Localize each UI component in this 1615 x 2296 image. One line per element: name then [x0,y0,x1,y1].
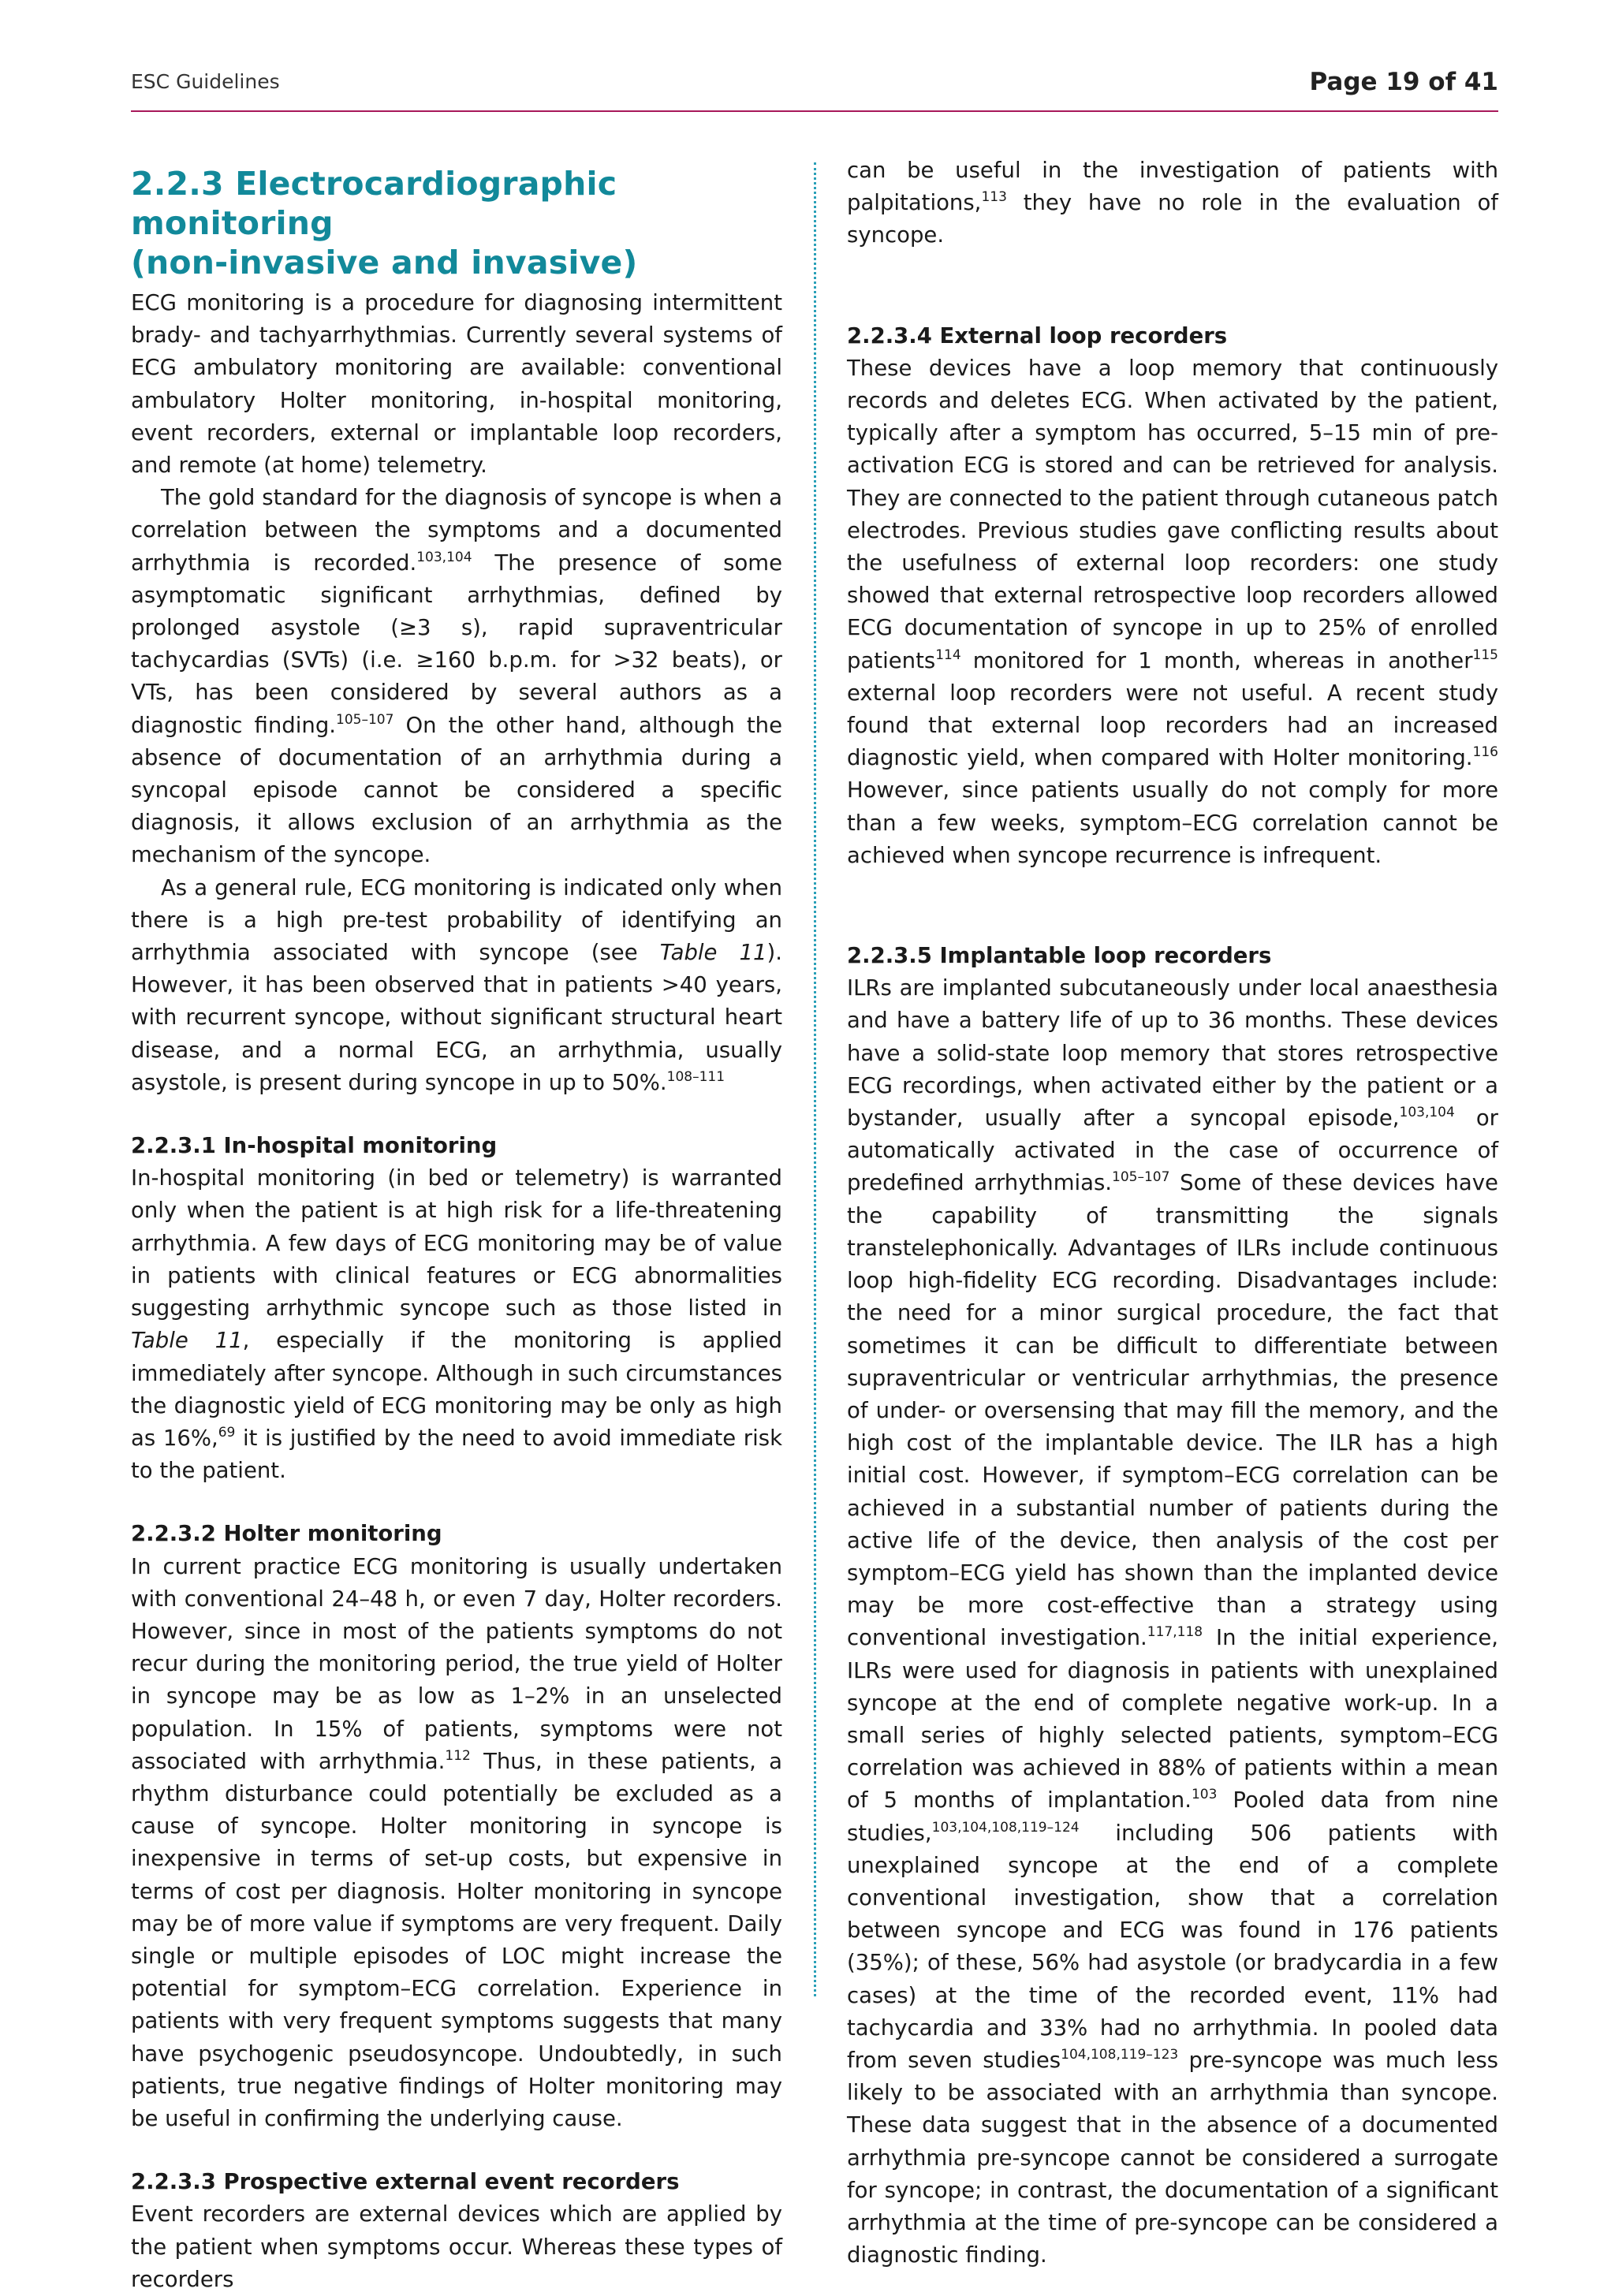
heading-external-loop-recorders: 2.2.3.4 External loop recorders [847,322,1228,348]
page-header [131,66,1498,110]
right-column [847,155,1498,2272]
header-rule [131,110,1498,112]
citation[interactable]: 105–107 [1112,1169,1170,1186]
left-column [131,155,782,2296]
section-title-line1: 2.2.3 Electrocardiographic monitoring [131,165,617,242]
citation[interactable]: 69 [218,1424,236,1441]
paragraph-holter: In current practice ECG monitoring is usually undertaken with conventional 24–48 h, or even 7 day, Holter recorders. However, since in most of the patients symptoms do not recur during the monitoring period, the true yield of Holter in syncope may be as low as 1–2% in an unselected population. In 15% of patients, symptoms were not associated with arrhythmia.$^{112}$ Thus, in these patients, a rhythm disturbance could potentially be excluded as a cause of syncope. Holter monitoring in syncope is inexpensive in terms of set-up costs, but expensive in terms of cost per diagnosis. Holter monitoring in syncope may be of more value if symptoms are very frequent. Daily single or multiple episodes of LOC might increase the potential for symptom–ECG correlation. Experience in patients with very frequent symptoms suggests that many have psychogenic pseudosyncope. Undoubtedly, in such patients, true negative findings of Holter monitoring may be useful in confirming the underlying cause. [131,1553,782,2131]
heading-implantable-loop-recorders: 2.2.3.5 Implantable loop recorders [847,943,1272,969]
citation[interactable]: 112 [445,1747,471,1764]
citation[interactable]: 103 [1191,1787,1218,1803]
citation[interactable]: 103,104 [1399,1105,1455,1121]
paragraph-implantable-loop: ILRs are implanted subcutaneously under local anaesthesia and have a battery life of up to 36 months. These devices have a solid-state loop memory that stores retrospective ECG recordings, when activated either by the patient or a bystander, usually after a syncopal episode,$^{103,104}$ or automatically activated in the case of occurrence of predefined arrhythmias.$^{105-107}$ Some of these devices have the capability of transmitting the signals transtelephonically. Advantages of ILRs include continuous loop high-fidelity ECG recording. Disadvantages include: the need for a minor surgical procedure, the fact that sometimes it can be difficult to differentiate between supraventricular or ventricular arrhythmias, the presence of under- or oversensing that may fill the memory, and the high cost of the implantable device. The ILR has a high initial cost. However, if symptom–ECG correlation can be achieved in a substantial number of patients during the active life of the device, then analysis of the cost per symptom–ECG yield has shown than the implanted device may be more cost-effective than a strategy using conventional investigation.$^{117,118}$ In the initial experience, ILRs were used for diagnosis in patients with unexplained syncope at the end of complete negative work-up. In a small series of highly selected patients, symptom–ECG correlation was achieved in 88% of patients within a mean of 5 months of implantation.$^{103}$ Pooled data from nine studies,$^{103,104,108,119-124}$ including 506 patients with unexplained syncope at the end of a complete conventional investigation, show that a correlation between syncope and ECG was found in 176 patients (35%); of these, 56% had asystole (or bradycardia in a few cases) at the time of the recorded event, 11% had tachycardia and 33% had no arrhythmia. In pooled data from seven studies$^{104,108,119-123}$ pre-syncope was much less likely to be associated with an arrhythmia than syncope. These data suggest that in the absence of a documented arrhythmia pre-syncope cannot be considered a surrogate for syncope; in contrast, the documentation of a significant arrhythmia at the time of pre-syncope can be considered a diagnostic finding. [847,975,1499,2268]
citation[interactable]: 104,108,119–123 [1061,2046,1179,2063]
citation[interactable]: 114 [935,647,961,663]
paragraph-external-loop: These devices have a loop memory that continuously records and deletes ECG. When activated by the patient, typically after a symptom has occurred, 5–15 min of pre-activation ECG is stored and can be retrieved for analysis. They are connected to the patient through cutaneous patch electrodes. Previous studies gave conflicting results about the usefulness of external loop recorders: one study showed that external retrospective loop recorders allowed ECG documentation of syncope in up to 25% of enrolled patients$^{114}$ monitored for 1 month, whereas in another$^{115}$ external loop recorders were not useful. A recent study found that external loop recorders had an increased diagnostic yield, when compared with Holter monitoring.$^{116}$ However, since patients usually do not comply for more than a few weeks, symptom–ECG correlation cannot be achieved when syncope recurrence is infrequent. [847,355,1498,868]
paragraph-gold-standard: The gold standard for the diagnosis of syncope is when a correlation between the symptoms and a documented arrhythmia is recorded.$^{103,104}$ The presence of some asymptomatic significant arrhythmias, defined by prolonged asystole (≥3 s), rapid supraventricular tachycardias (SVTs) (i.e. ≥160 b.p.m. for >32 beats), or VTs, has been considered by several authors as a diagnostic finding.$^{105-107}$ On the other hand, although the absence of documentation of an arrhythmia during a syncopal episode cannot be considered a specific diagnosis, it allows exclusion of an arrhythmia as the mechanism of the syncope. [131,485,782,868]
citation[interactable]: 105–107 [336,711,394,728]
paragraph-event-recorders: Event recorders are external devices which are applied by the patient when symptoms occur. Whereas these types of recorders [131,2201,782,2292]
paragraph-intro: ECG monitoring is a procedure for diagnosing intermittent brady- and tachyarrhythmias. Currently several systems of ECG ambulatory monitoring are available: conventional ambulatory Holter monitoring, in-hospital monitoring, event recorders, external or implantable loop recorders, and remote (at home) telemetry. [131,290,782,479]
citation[interactable]: 116 [1472,744,1498,761]
citation[interactable]: 108–111 [666,1068,725,1085]
heading-in-hospital-monitoring: 2.2.3.1 In-hospital monitoring [131,1133,498,1159]
section-title-line2: (non-invasive and invasive) [131,244,638,281]
paragraph-general-rule: As a general rule, ECG monitoring is indicated only when there is a high pre-test probability of identifying an arrhythmia associated with syncope (see Table 11). However, it has been observed that in patients >40 years, with recurrent syncope, without significant structural heart disease, and a normal ECG, an arrhythmia, usually asystole, is present during syncope in up to 50%.$^{108-111}$ [131,874,783,1095]
paragraph-in-hospital: In-hospital monitoring (in bed or telemetry) is warranted only when the patient is at high risk for a life-threatening arrhythmia. A few days of ECG monitoring may be of value in patients with clinical features or ECG abnormalities suggesting arrhythmic syncope such as those listed in Table 11, especially if the monitoring is applied immediately after syncope. Although in such circumstances the diagnostic yield of ECG monitoring may be only as high as 16%,$^{69}$ it is justified by the need to avoid immediate risk to the patient. [131,1165,782,1484]
table-reference[interactable]: Table 11 [659,940,767,966]
column-divider [814,162,816,1996]
page-number: Page 19 of 41 [1309,68,1498,96]
journal-name: ESC Guidelines [131,70,280,93]
citation[interactable]: 117,118 [1147,1624,1203,1641]
citation[interactable]: 115 [1472,647,1498,663]
section-title [131,164,782,282]
heading-event-recorders: 2.2.3.3 Prospective external event recorders [131,2169,680,2195]
table-reference[interactable]: Table 11 [131,1328,243,1354]
paragraph-event-recorders-cont: can be useful in the investigation of patients with palpitations,$^{113}$ they have no role in the evaluation of syncope. [847,158,1498,248]
citation[interactable]: 103,104 [416,549,472,565]
citation[interactable]: 113 [981,189,1007,206]
citation[interactable]: 103,104,108,119–124 [931,1819,1080,1836]
heading-holter-monitoring: 2.2.3.2 Holter monitoring [131,1521,442,1547]
